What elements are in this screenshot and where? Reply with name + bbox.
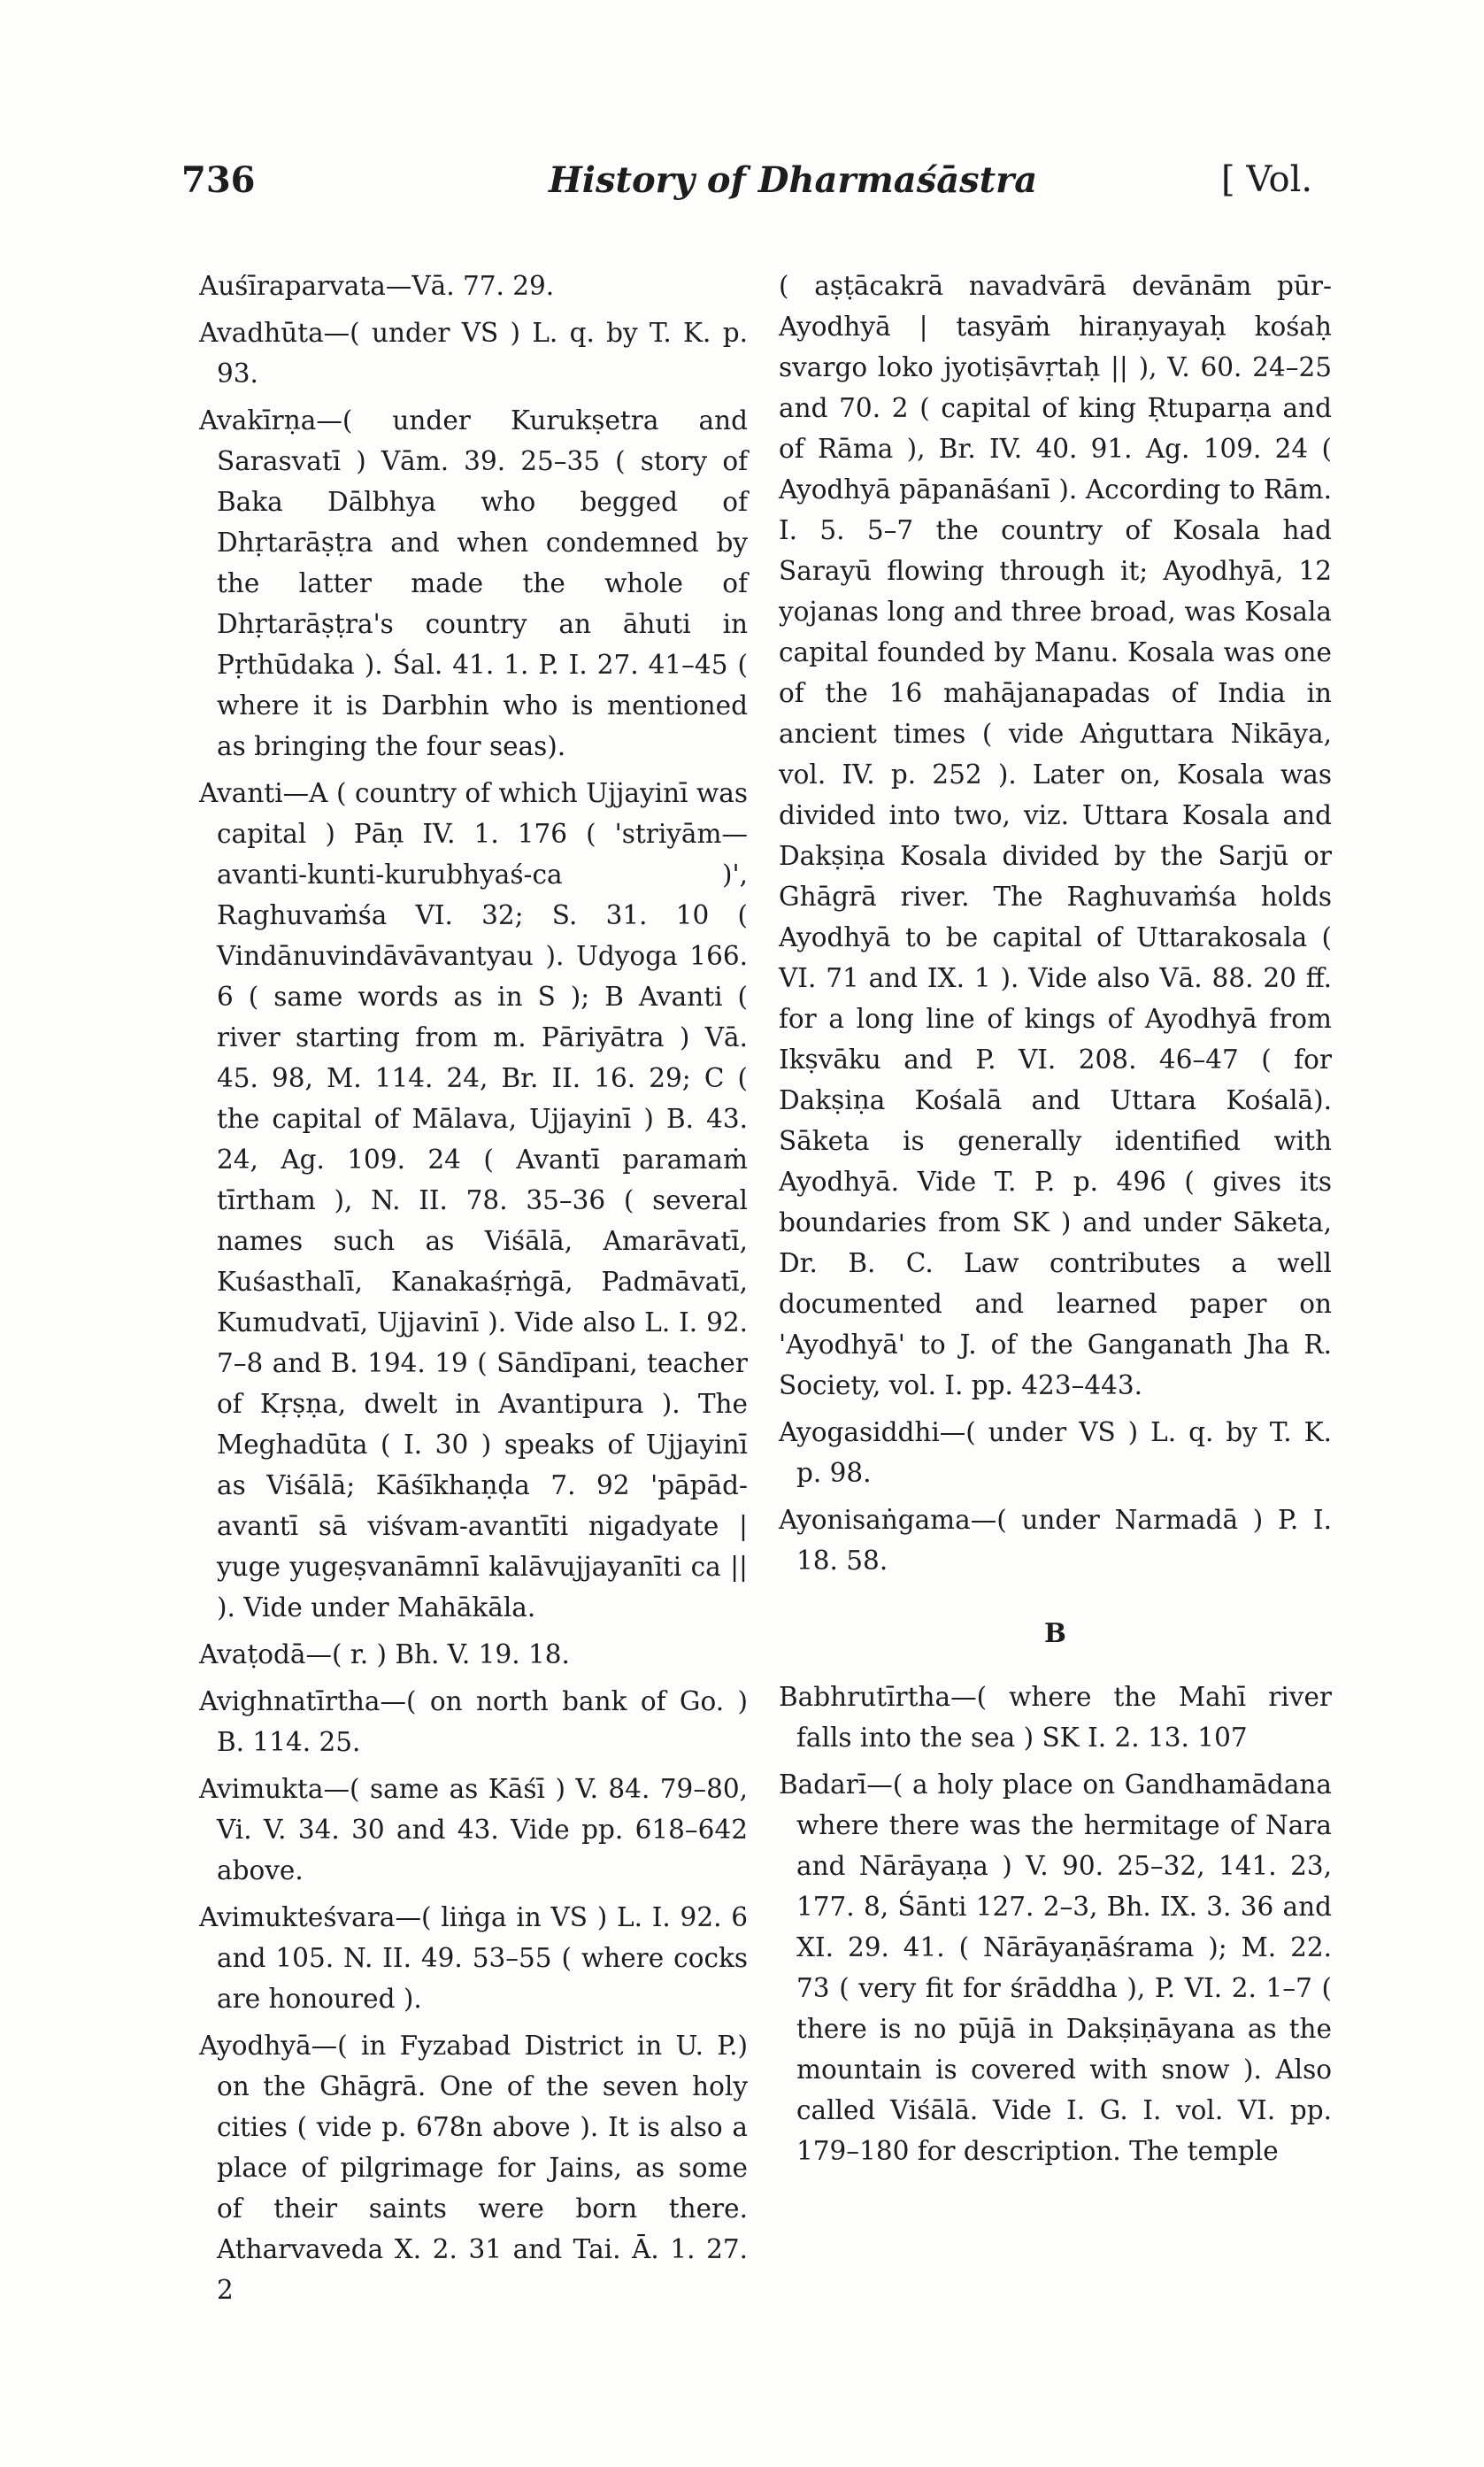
glossary-entry: Avanti—A ( country of which Ujjayinī was capital ) Pāṇ IV. 1. 176 ( 'striyām—avanti-kunti-kurubhyaś-ca )', Raghuvaṁśa VI. 32; S. 31. 10 ( Vindānuvindāvāvantyau ). Udyoga 166. 6 ( same words as in S ); B Avanti ( river starting from m. Pāriyātra ) Vā. 45. 98, M. 114. 24, Br. II. 16. 29; C ( the capital of Mālava, Ujjayinī ) B. 43. 24, Ag. 109. 24 ( Avantī paramaṁ tīrtham ), N. II. 78. 35–36 ( several names such as Viśālā, Amarāvatī, Kuśasthalī, Kanakaśṛṅgā, Padmāvatī, Kumudvatī, Ujjavinī ). Vide also L. I. 92. 7–8 and B. 194. 19 ( Sāndīpani, teacher of Kṛṣṇa, dwelt in Avantipura ). The Meghadūta ( I. 30 ) speaks of Ujjayinī as Viśālā; Kāśīkhaṇḍa 7. 92 'pāpād-avantī sā viśvam-avantīti nigadyate | yuge yugeṣvanāmnī kalāvujjayanīti ca || ). Vide under Mahākāla. xyxy=(199,778,748,1623)
left-column xyxy=(199,266,748,2317)
glossary-entry: Avimukta—( same as Kāśī ) V. 84. 79–80, Vi. V. 34. 30 and 43. Vide pp. 618–642 above. xyxy=(199,1774,748,1885)
glossary-entry: Ayogasiddhi—( under VS ) L. q. by T. K. p. 98. xyxy=(779,1417,1332,1488)
glossary-entry: Babhrutīrtha—( where the Mahī river falls into the sea ) SK I. 2. 13. 107 xyxy=(779,1682,1332,1753)
glossary-entry: Avighnatīrtha—( on north bank of Go. ) B. 114. 25. xyxy=(199,1686,748,1757)
glossary-entry: Avaṭodā—( r. ) Bh. V. 19. 18. xyxy=(199,1639,570,1669)
volume-mark: [ Vol. xyxy=(1221,159,1313,200)
glossary-entry: Ayodhyā—( in Fyzabad District in U. P.) on the Ghāgrā. One of the seven holy cities ( vide p. 678n above ). It is also a place of pilgrimage for Jains, as some of their saints were born there. Atharvaveda X. 2. 31 and Tai. Ā. 1. 27. 2 xyxy=(199,2031,748,2305)
glossary-entry: Badarī—( a holy place on Gandhamādana where there was the hermitage of Nara and Nārāyaṇa ) V. 90. 25–32, 141. 23, 177. 8, Śānti 127. 2–3, Bh. IX. 3. 36 and XI. 29. 41. ( Nārāyaṇāśrama ); M. 22. 73 ( very fit for śrāddha ), P. VI. 2. 1–7 ( there is no pūjā in Dakṣiṇāyana as the mountain is covered with snow ). Also called Viśālā. Vide I. G. I. vol. VI. pp. 179–180 for description. The temple xyxy=(779,1769,1332,2166)
running-title: History of Dharmaśāstra xyxy=(549,159,1038,201)
glossary-entry: Auśīraparvata—Vā. 77. 29. xyxy=(199,271,555,301)
glossary-entry: Ayonisaṅgama—( under Narmadā ) P. I. 18. 58. xyxy=(779,1505,1332,1576)
page-number: 736 xyxy=(181,159,256,201)
glossary-entry: Avimukteśvara—( liṅga in VS ) L. I. 92. 6 and 105. N. II. 49. 53–55 ( where cocks are honoured ). xyxy=(199,1902,748,2014)
glossary-entry: Avakīrṇa—( under Kurukṣetra and Sarasvatī ) Vām. 39. 25–35 ( story of Baka Dālbhya who begged of Dhṛtarāṣṭra and when condemned by the latter made the whole of Dhṛtarāṣṭra's country an āhuti in Pṛthūdaka ). Śal. 41. 1. P. I. 27. 41–45 ( where it is Darbhin who is mentioned as bringing the four seas). xyxy=(199,405,748,761)
section-letter: B xyxy=(1044,1617,1066,1648)
right-column xyxy=(779,266,1332,2178)
entry-continuation: ( aṣṭācakrā navadvārā devānām pūr-Ayodhyā | tasyāṁ hiraṇyayaḥ kośaḥ svargo loko jyotiṣāvṛtaḥ || ), V. 60. 24–25 and 70. 2 ( capital of king Ṛtuparṇa and of Rāma ), Br. IV. 40. 91. Ag. 109. 24 ( Ayodhyā pāpanāśanī ). According to Rām. I. 5. 5–7 the country of Kosala had Sarayū flowing through it; Ayodhyā, 12 yojanas long and three broad, was Kosala capital founded by Manu. Kosala was one of the 16 mahājanapadas of India in ancient times ( vide Aṅguttara Nikāya, vol. IV. p. 252 ). Later on, Kosala was divided into two, viz. Uttara Kosala and Dakṣiṇa Kosala divided by the Sarjū or Ghāgrā river. The Raghuvaṁśa holds Ayodhyā to be capital of Uttarakosala ( VI. 71 and IX. 1 ). Vide also Vā. 88. 20 ff. for a long line of kings of Ayodhyā from Ikṣvāku and P. VI. 208. 46–47 ( for Dakṣiṇa Kośalā and Uttara Kośalā). Sāketa is generally identified with Ayodhyā. Vide T. P. p. 496 ( gives its boundaries from SK ) and under Sāketa, Dr. B. C. Law contributes a well documented and learned paper on 'Ayodhyā' to J. of the Ganganath Jha R. Society, vol. I. pp. 423–443. xyxy=(779,271,1332,1400)
glossary-entry: Avadhūta—( under VS ) L. q. by T. K. p. 93. xyxy=(199,318,748,389)
page-header xyxy=(0,159,1484,221)
